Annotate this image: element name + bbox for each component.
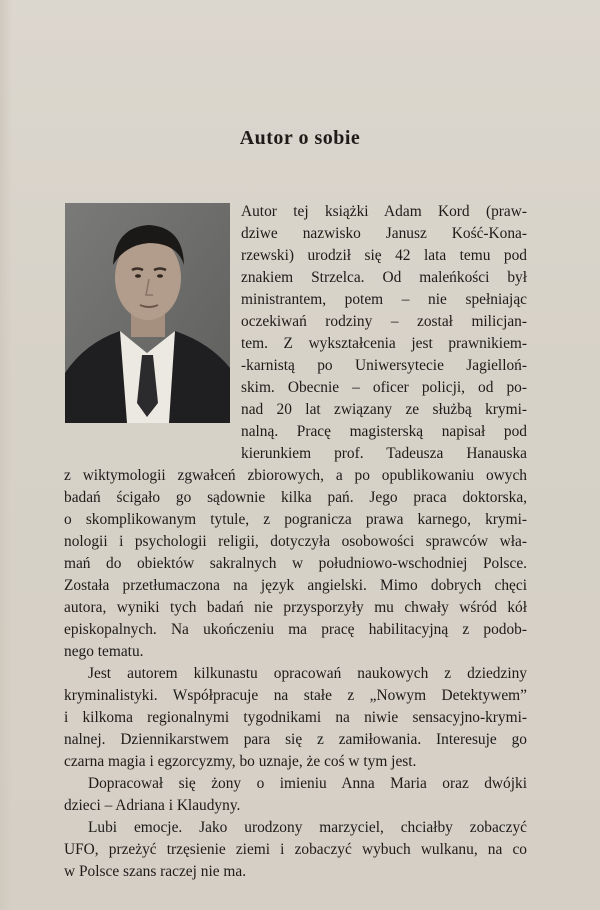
text-line: kryminalistyki. Współpracuje na stałe z „Nowym Detektywem”	[64, 687, 527, 704]
text-line: nad 20 lat związany ze służbą krymi-	[241, 401, 527, 418]
text-line: z wiktymologii zgwałceń zbiorowych, a po opublikowaniu owych	[64, 467, 527, 484]
text-line: kierunkiem prof. Tadeusza Hanauska	[241, 445, 527, 462]
text-line: dzieci – Adriana i Klaudyny.	[64, 797, 241, 814]
text-line: czarna magia i egzorcyzmy, bo uznaje, że coś w tym jest.	[64, 753, 417, 770]
text-line: skim. Obecnie – oficer policji, od po-	[241, 379, 527, 396]
text-line: w Polsce szans raczej nie ma.	[64, 863, 247, 880]
text-line: nalną. Pracę magisterską napisał pod	[241, 423, 527, 440]
text-line: nalnej. Dziennikarstwem para się z zamiłowania. Interesuje go	[64, 731, 527, 748]
text-line: i kilkoma regionalnymi tygodnikami na niwie sensacyjno-krymi-	[64, 709, 527, 726]
text-line: Została przetłumaczona na język angielski. Mimo dobrych chęci	[64, 577, 527, 594]
text-line: rzewski) urodził się 42 lata temu pod	[241, 247, 527, 264]
text-line: dziwe nazwisko Janusz Kość-Kona-	[241, 225, 527, 242]
text-line: mań do obiektów sakralnych w południowo-wschodniej Polsce.	[64, 555, 527, 572]
text-line: episkopalnych. Na ukończeniu ma pracę habilitacyjną z podob-	[64, 621, 527, 638]
text-line: oczekiwań rodziny – został milicjan-	[241, 313, 527, 330]
text-line: badań ścigało go sądownie kilka pań. Jego praca doktorska,	[64, 489, 527, 506]
text-line: UFO, przeżyć trzęsienie ziemi i zobaczyć wybuch wulkanu, na co	[64, 841, 527, 858]
text-line: ministrantem, potem – nie spełniając	[241, 291, 527, 308]
text-line: autora, wyniki tych badań nie przysporzyły mu chwały wśród kół	[64, 599, 527, 616]
text-line: Autor tej książki Adam Kord (praw-	[241, 203, 527, 220]
text-line: o skomplikowanym tytule, z pogranicza prawa karnego, krymi-	[64, 511, 527, 528]
paragraph-first-line: Lubi emocje. Jako urodzony marzyciel, chciałby zobaczyć	[88, 819, 527, 836]
text-line: znakiem Strzelca. Od maleńkości był	[241, 269, 527, 286]
text-line: nego tematu.	[64, 643, 144, 660]
paragraph-first-line: Dopracował się żony o imieniu Anna Maria oraz dwójki	[88, 775, 527, 792]
author-portrait	[65, 203, 230, 423]
page-title: Autor o sobie	[239, 127, 361, 149]
author-photo-image	[65, 203, 230, 423]
text-line: tem. Z wykształcenia jest prawnikiem-	[241, 335, 527, 352]
text-line: nologii i psychologii religii, dotyczyła osobowości sprawców wła-	[64, 533, 527, 550]
paragraph-first-line: Jest autorem kilkunastu opracowań naukowych z dziedziny	[88, 665, 527, 682]
text-line: -karnistą po Uniwersytecie Jagielloń-	[241, 357, 527, 374]
